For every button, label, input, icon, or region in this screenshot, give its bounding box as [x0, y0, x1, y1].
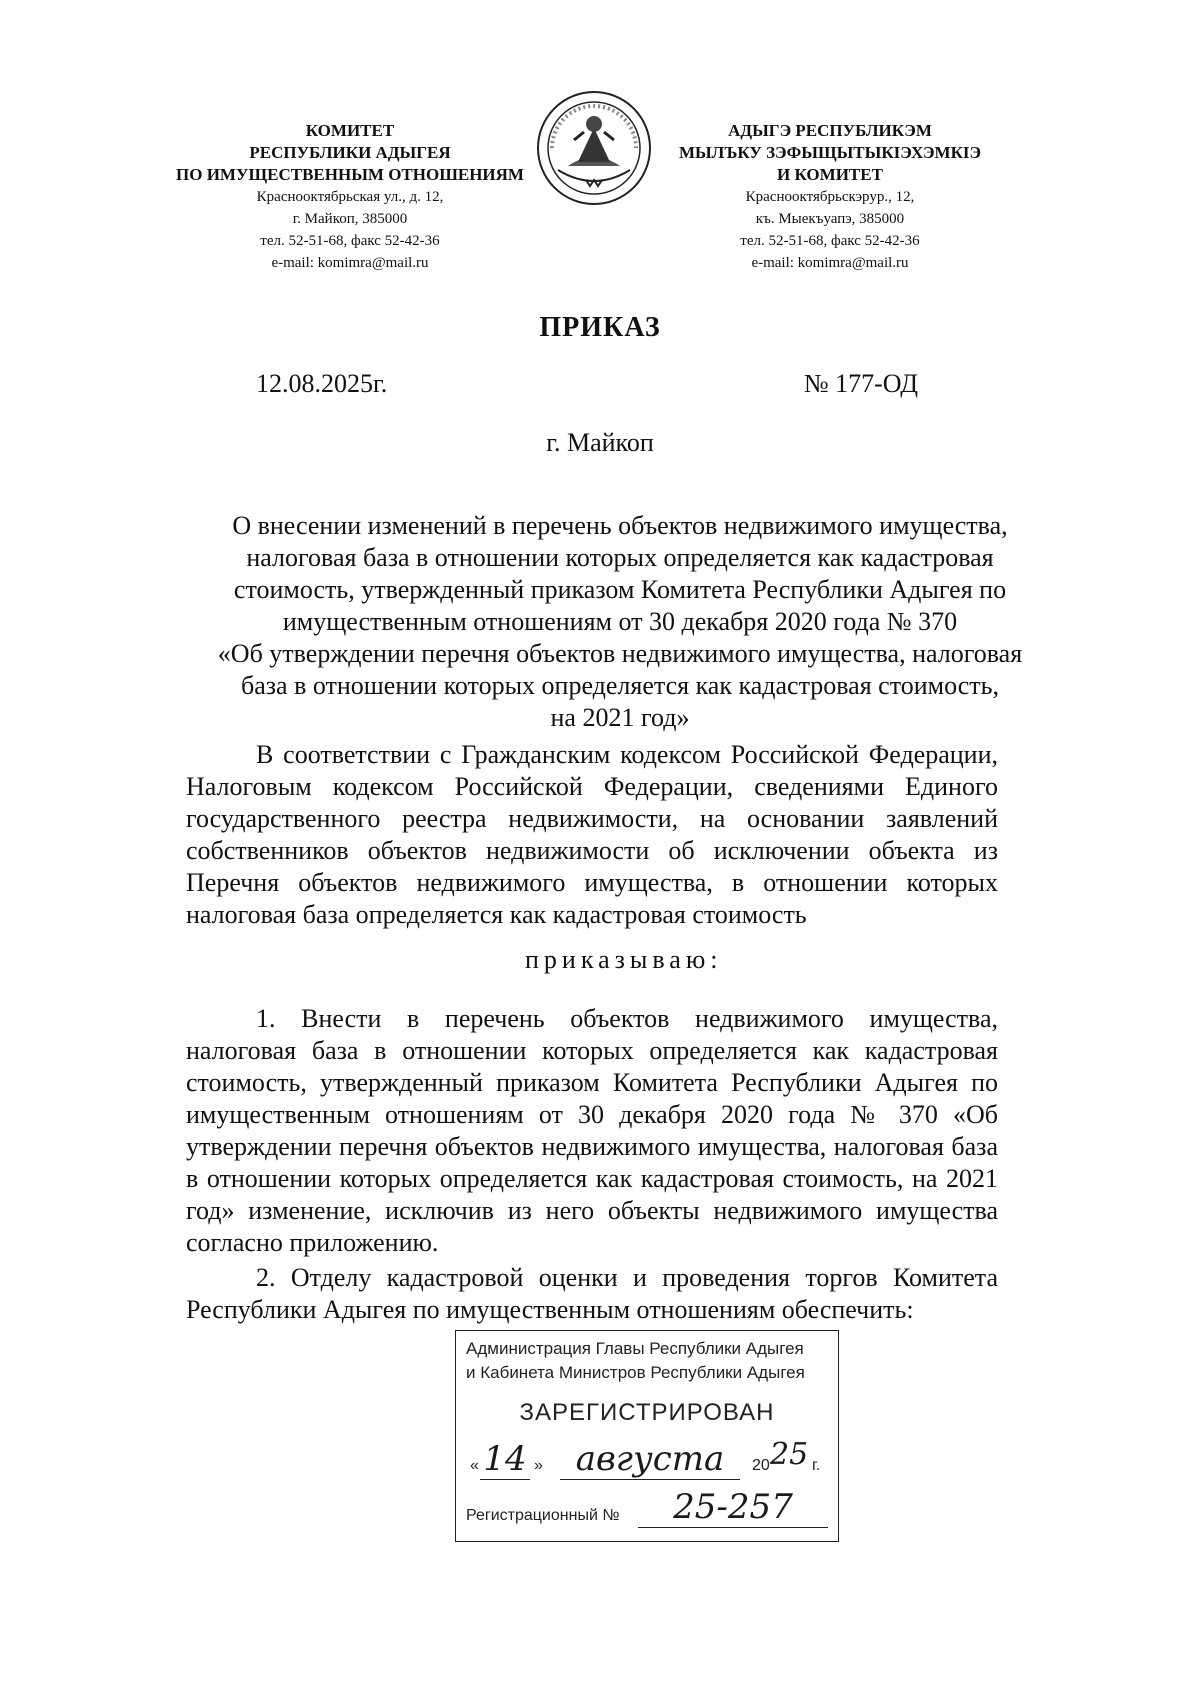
order-number: № 177-ОД [803, 369, 918, 398]
stamp-reg-label: Регистрационный № [466, 1507, 620, 1524]
header-left [170, 120, 530, 274]
item-1-text: 1. Внести в перечень объектов недвижимого имущества, налоговая база в отношении которых определяется как кадастровая стоимость, утвержденный приказом Комитета Республики Адыгея по имущественным отношениям от 30 декабря 2020 года № 370 «Об утверждении перечня объектов недвижимого имущества, налоговая база в отношении которых определяется как кадастровая стоимость, на 2021 год» изменение, исключив из него объекты недвижимого имущества согласно приложению. [186, 1004, 998, 1257]
org-address: Краснооктябрьская ул., д. 12, [256, 189, 444, 205]
order-word: приказываю: [525, 945, 723, 974]
org-city-adyghe: къ. Мыекъуапэ, 385000 [755, 211, 905, 227]
subject-line: налоговая база в отношении которых определяется как кадастровая [246, 543, 994, 572]
stamp-day: 14 [480, 1439, 530, 1480]
org-phone: тел. 52-51-68, факс 52-42-36 [260, 233, 440, 249]
registration-stamp [455, 1330, 839, 1542]
subject-line: на 2021 год» [550, 703, 690, 732]
org-address-adyghe: Краснооктябрьскэрур., 12, [745, 189, 915, 205]
org-name-adyghe-line3: И КОМИТЕТ [777, 165, 883, 184]
stamp-reg-row [466, 1487, 832, 1531]
document-title: ПРИКАЗ [539, 312, 661, 343]
order-item-1 [186, 1003, 998, 1259]
org-name-line1: КОМИТЕТ [305, 121, 395, 140]
stamp-year-unit: г. [812, 1457, 821, 1474]
order-date: 12.08.2025г. [256, 369, 388, 398]
stamp-date-row [470, 1437, 830, 1483]
item-2-text: 2. Отделу кадастровой оценки и проведения торгов Комитета Республики Адыгея по имущественным отношениям обеспечить: [186, 1263, 998, 1324]
org-city: г. Майкоп, 385000 [292, 211, 408, 227]
order-city: г. Майкоп [546, 428, 654, 457]
preamble-paragraph [186, 739, 998, 931]
subject-line: стоимость, утвержденный приказом Комитета Республики Адыгея по [233, 575, 1007, 604]
quote-open: « [470, 1457, 479, 1474]
org-phone-adyghe: тел. 52-51-68, факс 52-42-36 [740, 233, 920, 249]
header-right [655, 120, 1005, 274]
stamp-authority-line1: Администрация Главы Республики Адыгея [466, 1339, 804, 1358]
subject-line: база в отношении которых определяется как кадастровая стоимость, [240, 671, 1000, 700]
coat-of-arms-icon [534, 88, 654, 208]
stamp-authority-line2: и Кабинета Министров Республики Адыгея [466, 1363, 805, 1382]
subject-line: имущественным отношениям от 30 декабря 2020 года № 370 [282, 607, 958, 636]
stamp-reg-number: 25-257 [638, 1487, 828, 1528]
stamp-year-suffix: 25 [770, 1437, 809, 1472]
subject-line: О внесении изменений в перечень объектов недвижимого имущества, [232, 511, 1008, 540]
order-item-2 [186, 1262, 998, 1326]
subject-line: «Об утверждении перечня объектов недвижимого имущества, налоговая [217, 639, 1023, 668]
org-email-adyghe: e-mail: komimra@mail.ru [751, 255, 909, 271]
order-subject [160, 510, 1080, 734]
stamp-month: августа [560, 1439, 740, 1480]
org-email: e-mail: komimra@mail.ru [271, 255, 429, 271]
quote-close: » [534, 1457, 543, 1474]
org-name-adyghe-line2: МЫЛЪКУ ЗЭФЫЩЫТЫКIЭХЭМКIЭ [678, 143, 982, 162]
preamble-text: В соответствии с Гражданским кодексом Российской Федерации, Налоговым кодексом Российской Федерации, сведениями Единого государственного реестра недвижимости, на основании заявлений собственников объектов недвижимости об исключении объекта из Перечня объектов недвижимого имущества, в отношении которых налоговая база определяется как кадастровая стоимость [186, 740, 998, 929]
org-name-line2: РЕСПУБЛИКИ АДЫГЕЯ [249, 143, 451, 162]
stamp-registered-label: ЗАРЕГИСТРИРОВАН [519, 1399, 775, 1426]
org-name-line3: ПО ИМУЩЕСТВЕННЫМ ОТНОШЕНИЯМ [176, 165, 524, 184]
stamp-year-prefix: 20 [752, 1457, 770, 1474]
org-name-adyghe-line1: АДЫГЭ РЕСПУБЛИКЭМ [728, 121, 932, 140]
